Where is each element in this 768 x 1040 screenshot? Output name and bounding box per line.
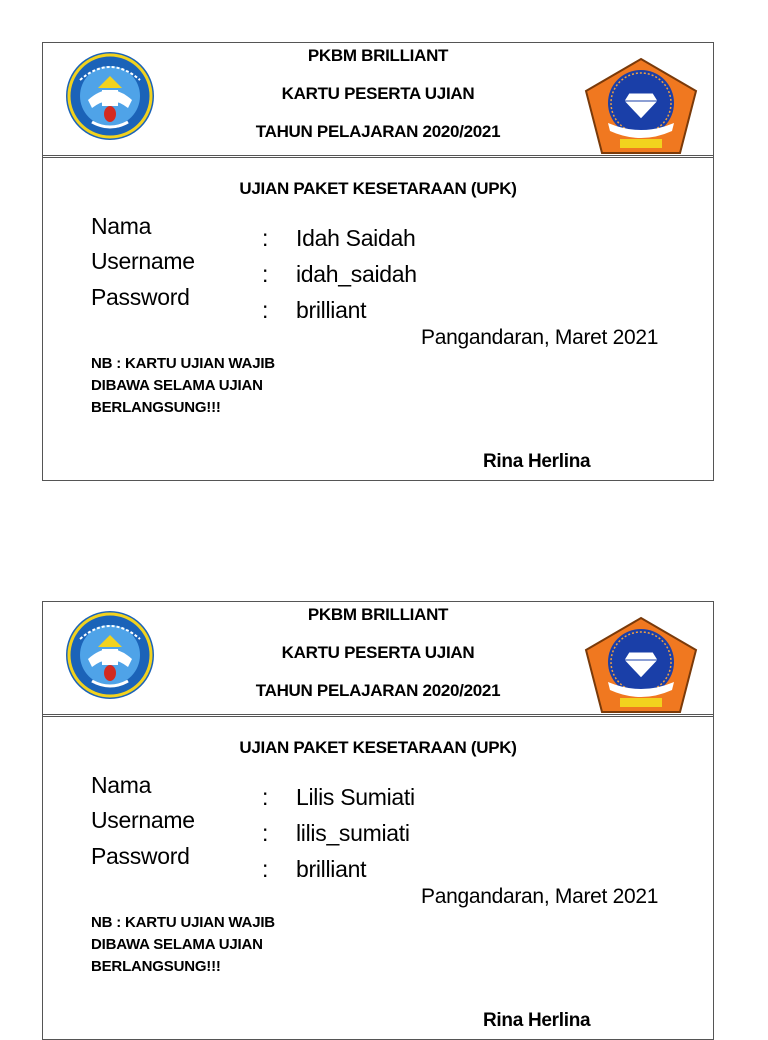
username-label: Username bbox=[91, 248, 195, 274]
password-value: brilliant bbox=[296, 297, 367, 323]
pkbm-brilliant-diamond-logo-icon bbox=[584, 57, 699, 160]
username-value: idah_saidah bbox=[296, 261, 417, 287]
card-header bbox=[43, 43, 713, 158]
academic-year: TAHUN PELAJARAN 2020/2021 bbox=[255, 681, 501, 700]
name-label: Nama bbox=[91, 772, 152, 798]
password-colon: : bbox=[262, 856, 269, 882]
signatory-name: Rina Herlina bbox=[483, 451, 591, 472]
name-label: Nama bbox=[91, 213, 152, 239]
password-label: Password bbox=[91, 843, 190, 869]
exam-name: UJIAN PAKET KESETARAAN (UPK) bbox=[239, 738, 517, 757]
card-title: KARTU PESERTA UJIAN bbox=[281, 84, 475, 103]
username-label: Username bbox=[91, 807, 195, 833]
exam-card-1 bbox=[42, 42, 714, 481]
password-value: brilliant bbox=[296, 856, 367, 882]
username-colon: : bbox=[262, 261, 269, 287]
username-value: lilis_sumiati bbox=[296, 820, 410, 846]
name-colon: : bbox=[262, 784, 269, 810]
name-value: Lilis Sumiati bbox=[296, 784, 415, 810]
place-date: Pangandaran, Maret 2021 bbox=[421, 885, 659, 908]
institution-name: PKBM BRILLIANT bbox=[307, 46, 449, 65]
name-colon: : bbox=[262, 225, 269, 251]
pkbm-brilliant-diamond-logo-icon bbox=[584, 616, 699, 719]
password-colon: : bbox=[262, 297, 269, 323]
exam-name: UJIAN PAKET KESETARAAN (UPK) bbox=[239, 179, 517, 198]
card-header bbox=[43, 602, 713, 717]
exam-note: NB : KARTU UJIAN WAJIB DIBAWA SELAMA UJIAN BERLANGSUNG!!! bbox=[91, 355, 275, 416]
place-date: Pangandaran, Maret 2021 bbox=[421, 326, 659, 349]
academic-year: TAHUN PELAJARAN 2020/2021 bbox=[255, 122, 501, 141]
password-label: Password bbox=[91, 284, 190, 310]
exam-note: NB : KARTU UJIAN WAJIB DIBAWA SELAMA UJIAN BERLANGSUNG!!! bbox=[91, 914, 275, 975]
name-value: Idah Saidah bbox=[296, 225, 416, 251]
exam-card-2 bbox=[42, 601, 714, 1040]
card-title: KARTU PESERTA UJIAN bbox=[281, 643, 475, 662]
username-colon: : bbox=[262, 820, 269, 846]
institution-name: PKBM BRILLIANT bbox=[307, 605, 449, 624]
signatory-name: Rina Herlina bbox=[483, 1010, 591, 1031]
